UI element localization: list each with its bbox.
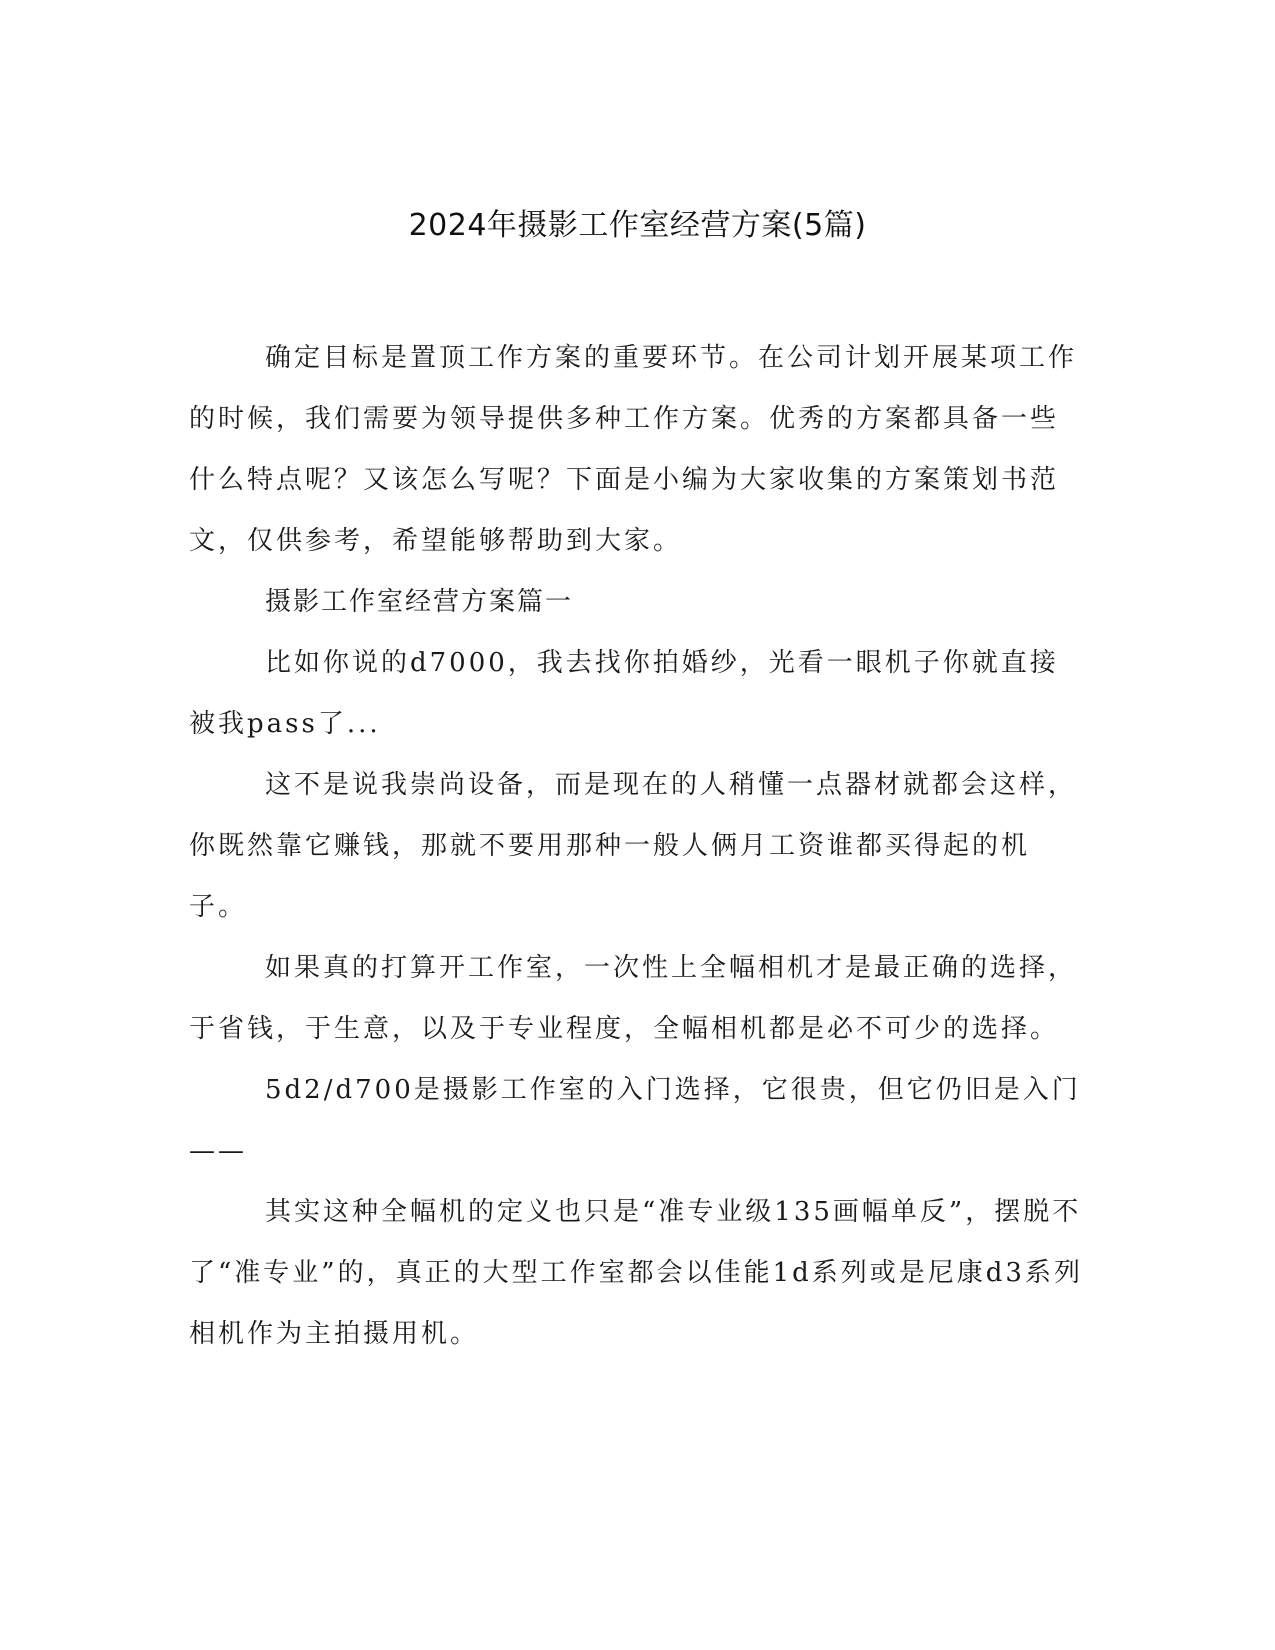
body-paragraph: 其实这种全幅机的定义也只是“准专业级135画幅单反”，摆脱不了“准专业”的，真正的大型工作室都会以佳能1d系列或是尼康d3系列相机作为主拍摄用机。 [189,1197,1083,1349]
body-paragraph: 如果真的打算开工作室，一次性上全幅相机才是最正确的选择，于省钱，于生意，以及于专业程度，全幅相机都是必不可少的选择。 [189,953,1078,1044]
body-paragraph: 这不是说我崇尚设备，而是现在的人稍懂一点器材就都会这样，你既然靠它赚钱，那就不要用那种一般人俩月工资谁都买得起的机子。 [189,770,1078,922]
intro-paragraph: 确定目标是置顶工作方案的重要环节。在公司计划开展某项工作的时候，我们需要为领导提供多种工作方案。优秀的方案都具备一些什么特点呢？又该怎么写呢？下面是小编为大家收集的方案策划书范文，仅供参考，希望能够帮助到大家。 [189,343,1078,556]
document-body [189,328,1084,1365]
section-heading: 摄影工作室经营方案篇一 [265,587,574,617]
body-paragraph: 5d2/d700是摄影工作室的入门选择，它很贵，但它仍旧是入门—— [189,1075,1081,1166]
body-paragraph: 比如你说的d7000，我去找你拍婚纱，光看一眼机子你就直接被我pass了... [189,648,1059,739]
document-title: 2024年摄影工作室经营方案(5篇) [408,208,867,243]
